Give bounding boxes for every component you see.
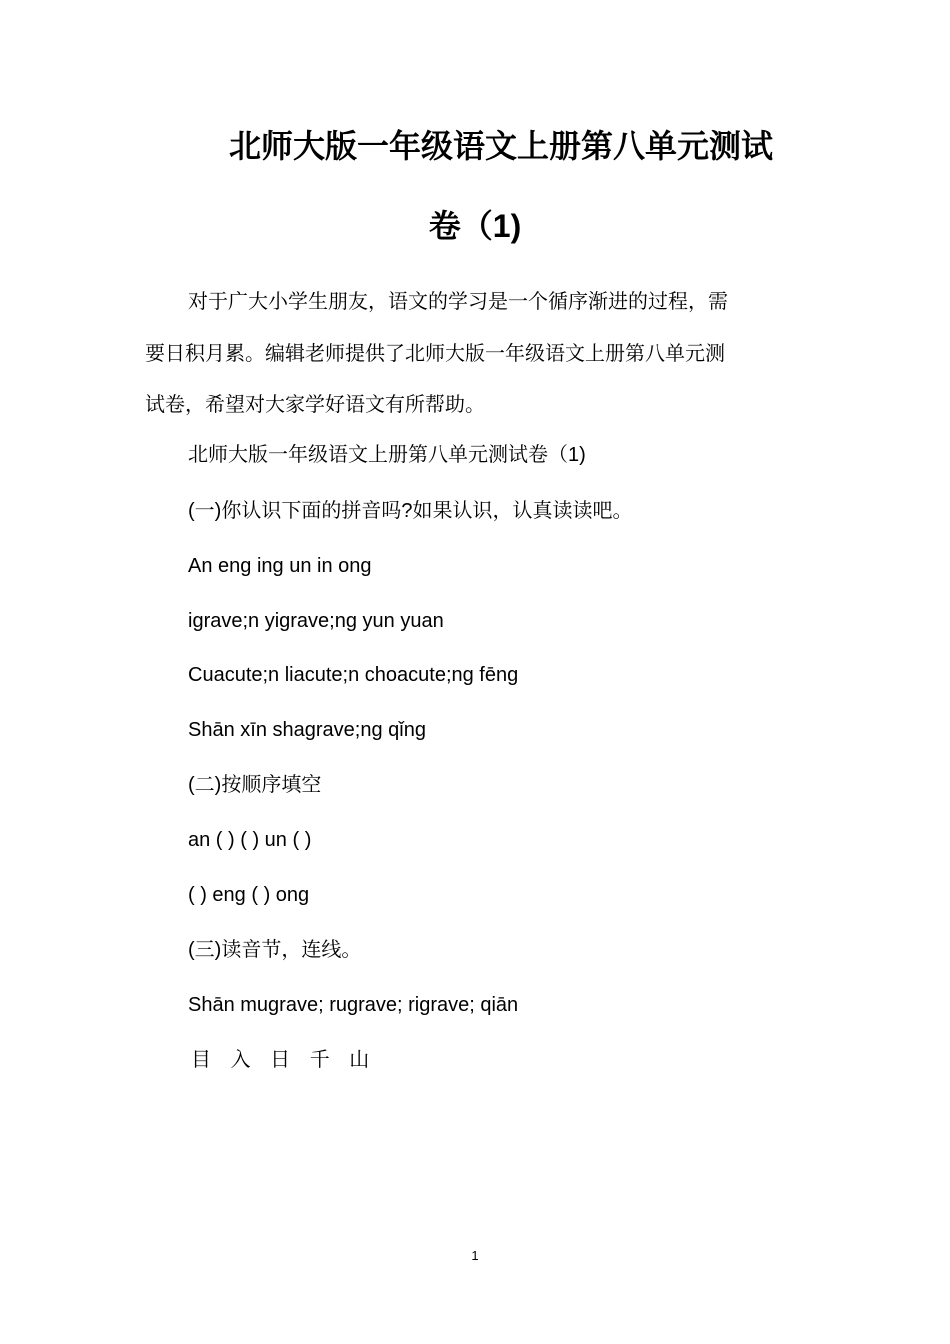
- fill-blank-line-2: ( ) eng ( ) ong: [188, 884, 310, 906]
- characters-line: [191, 1047, 851, 1073]
- intro-line-1: 对于广大小学生朋友，语文的学习是一个循序渐进的过程，需: [188, 291, 728, 313]
- subtitle: 北师大版一年级语文上册第八单元测试卷（1): [188, 444, 586, 466]
- pinyin-line-1: An eng ing un in ong: [188, 555, 372, 577]
- syllables-line: Shān mugrave; rugrave; rigrave; qiān: [188, 994, 519, 1016]
- intro-line-3: 试卷，希望对大家学好语文有所帮助。: [145, 394, 485, 416]
- character-item: 目: [191, 1049, 211, 1071]
- section-3-heading: (三)读音节，连线。: [188, 939, 362, 961]
- document-title-line-1: 北师大版一年级语文上册第八单元测试: [228, 128, 773, 164]
- pinyin-line-3: Cuacute;n liacute;n choacute;ng fēng: [188, 664, 519, 686]
- character-item: 千: [309, 1049, 330, 1071]
- pinyin-line-4: Shān xīn shagrave;ng qǐng: [188, 719, 426, 741]
- intro-line-2: 要日积月累。编辑老师提供了北师大版一年级语文上册第八单元测: [145, 343, 725, 365]
- section-1-heading: (一)你认识下面的拼音吗?如果认识，认真读读吧。: [188, 500, 633, 522]
- document-title-line-2: 卷（1): [428, 208, 522, 244]
- character-item: 山: [349, 1049, 370, 1071]
- character-item: 入: [230, 1049, 251, 1071]
- section-2-heading: (二)按顺序填空: [188, 774, 322, 796]
- pinyin-line-2: igrave;n yigrave;ng yun yuan: [188, 610, 444, 632]
- page-number: 1: [471, 1248, 479, 1263]
- character-item: 日: [270, 1049, 291, 1071]
- fill-blank-line-1: an ( ) ( ) un ( ): [188, 829, 312, 851]
